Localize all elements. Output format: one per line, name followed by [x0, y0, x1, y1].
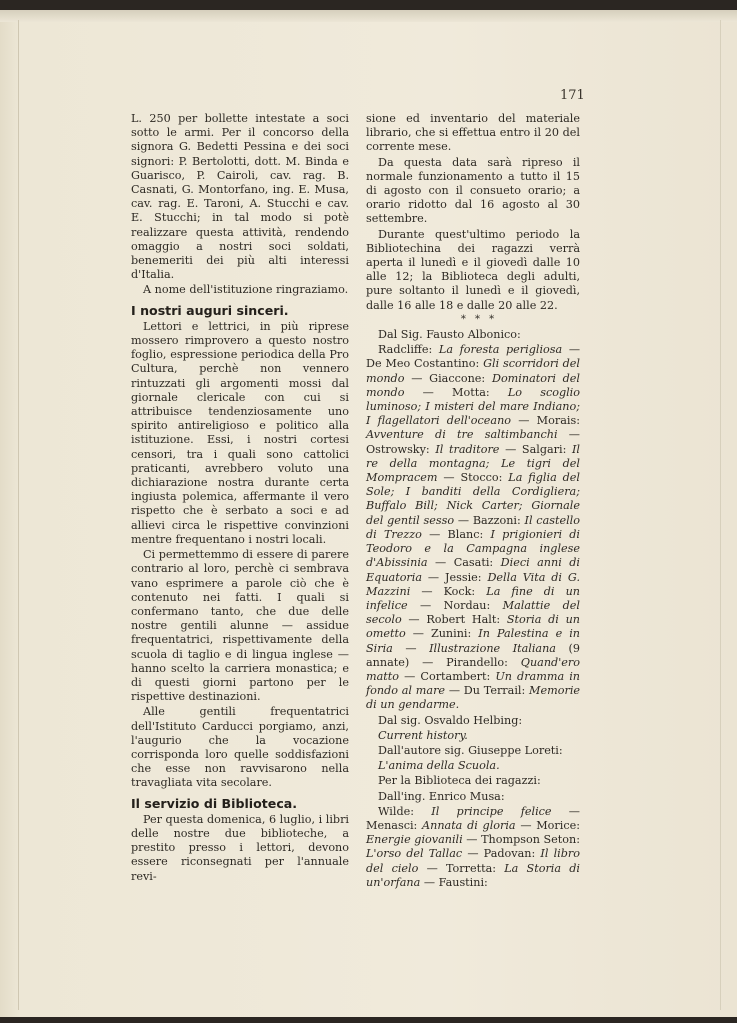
book-title: Illustrazione Italiana [429, 641, 556, 655]
section-heading: I nostri auguri sinceri. [131, 302, 289, 318]
left-column [131, 112, 349, 884]
author-name: — De Meo Costantino: [366, 343, 581, 371]
book-title: In Palestina e in Siria [366, 627, 580, 655]
book-title: Un dramma in fondo al mare [366, 669, 580, 698]
book-title: Lo scoglio luminoso; I misteri del mare Indiano; I flagellatori dell'oceano [366, 385, 580, 428]
donor-line: Dal sig. Osvaldo Helbing: [378, 713, 523, 727]
book-title: Dominatori del mondo [366, 371, 581, 399]
paragraph: Durante quest'ultimo periodo la Bibliotechina dei ragazzi verrà aperta il lunedì e il giovedì dalle 10 alle 12; la Biblioteca degli adulti, pure soltanto il lunedì e il giovedì, dalle 16 alle 18 e dalle 20 alle 22. [366, 227, 580, 312]
author-name: — Blanc: [421, 527, 491, 541]
book-title: Storia di un ometto [366, 613, 580, 641]
author-name: Radcliffe: [378, 343, 439, 357]
author-name: — Morais: [511, 414, 580, 428]
paragraph: A nome dell'istituzione ringraziamo. [143, 283, 349, 297]
paper-fold-top [0, 10, 737, 22]
donor-line: Dall'ing. Enrico Musa: [378, 789, 505, 803]
author-name: — Torretta: [418, 861, 505, 875]
author-name: — Nordau: [407, 598, 503, 612]
section-separator: * * * [460, 313, 498, 325]
paragraph: Da questa data sarà ripreso il normale funzionamento a tutto il 15 di agosto con il consueto orario; a orario ridotto dal 16 agosto al 30 settembre. [366, 155, 580, 226]
author-name: — Jessie: [422, 570, 488, 584]
author-name: — Ostrowsky: [366, 428, 580, 456]
book-title: Gli scorridori del mondo [366, 357, 580, 385]
book-title: L'anima della Scuola. [378, 759, 500, 773]
book-title: La Storia di un'orfana [366, 861, 580, 889]
author-name: — Zunini: [405, 627, 479, 641]
donation-title [366, 729, 580, 743]
section-heading: Il servizio di Biblioteca. [131, 795, 298, 811]
author-name: — Thompson Seton: [462, 833, 580, 847]
author-name: Wilde: [378, 804, 432, 818]
book-title: Il libro del cielo [366, 847, 580, 875]
author-name: — [392, 641, 430, 655]
paragraph: Alle gentili frequentatrici dell'Istituto Carducci porgiamo, anzi, l'augurio che la vocazione corrisponda loro quelle soddisfazioni che esse non ravvisarono nella travagliata vita secolare. [131, 705, 349, 790]
book-title: La figlia del Sole; I banditi della Cordigliera; Buffalo Bill; Nick Carter; Giornale del gentil sesso [366, 471, 580, 527]
paper-fold-right [720, 20, 721, 1010]
donor-line: Dall'autore sig. Giuseppe Loreti: [378, 743, 563, 757]
book-title: Energie giovanili [366, 833, 463, 847]
paragraph: Per questa domenica, 6 luglio, i libri delle nostre due biblioteche, a prestito presso i lettori, devono essere riconsegnati per l'annuale revi- [131, 812, 349, 883]
book-title: Il castello di Trezzo [366, 513, 580, 541]
paragraph: Lettori e lettrici, in più riprese mossero rimprovero a questo nostro foglio, espressione periodica della Pro Cultura, perchè non vennero rintuzzati gli argomenti mossi dal giornale clericale con cui si attribuisce tendenziosamente uno spirito antireligioso e politico alla istituzione. Essi, i nostri cortesi censori, tra i quali sono cattolici praticanti, avrebbero voluto una dichiarazione nostra durante certa ingiusta polemica, affermante il vero rispetto che è serbato a soci e ad allievi circa le rispettive convinzioni mentre frequentano i nostri locali. [131, 319, 349, 546]
paragraph: L. 250 per bollette intestate a soci sotto le armi. Per il concorso della signora G. Bedetti Pessina e dei soci signori: P. Bertolotti, dott. M. Binda e Guarisco, P. Cairoli, cav. rag. B. Casnati, G. Montorfano, ing. E. Musa, cav. rag. E. Taroni, A. Stucchi e cav. E. Stucchi; in tal modo si potè realizzare questa attività, rendendo omaggio a nostri soci soldati, benemeriti dei più alti interessi d'Italia. [131, 112, 349, 282]
author-name: — Stocco: [437, 471, 509, 485]
author-name: — Casati: [427, 556, 501, 570]
book-title: La fine di un infelice [366, 584, 580, 612]
book-title: Il traditore [435, 442, 500, 456]
book-title: Current history. [378, 728, 468, 742]
author-name: — Morice: [515, 818, 581, 832]
book-title: Il re della montagna; Le tigri del Mompracem [366, 442, 581, 485]
paper-fold-left [18, 20, 19, 1010]
book-title: L'orso del Tallac [366, 847, 463, 861]
author-name: — Menasci: [366, 804, 580, 832]
author-name: — Robert Halt: [401, 613, 507, 627]
page-number: 171 [560, 88, 585, 103]
book-title: Malattie del secolo [366, 598, 580, 627]
author-name: — Bazzoni: [454, 513, 525, 527]
donation-list [366, 805, 580, 890]
author-name: — Cortambert: [399, 669, 496, 683]
author-name: (9 annate) — Pirandello: [366, 641, 580, 669]
author-name: — Motta: [404, 385, 508, 399]
book-title: La foresta perigliosa [438, 343, 563, 357]
book-title: Il principe felice [431, 804, 552, 818]
donor-line: Per la Biblioteca dei ragazzi: [378, 774, 541, 788]
book-title: Annata di gloria [422, 818, 516, 832]
paragraph: Ci permettemmo di essere di parere contrario al loro, perchè ci sembrava vano esprimere a parole ciò che è contenuto nei fatti. I quali si confermano tanto, che due delle nostre gentili alunne — assidue frequentatrici, rispettivamente della scuola di taglio e di lingua inglese — hanno scelto la carriera monastica; e di questi giorni partono per le rispettive destinazioni. [131, 548, 349, 704]
book-title: Quand'ero matto [366, 655, 580, 683]
author-name: — Giaccone: [404, 371, 492, 385]
donation-list [366, 343, 580, 712]
donation-title [366, 759, 580, 773]
book-title: Della Vita di G. Mazzini [366, 570, 580, 598]
author-name: — Faustini: [420, 875, 488, 889]
right-column [366, 112, 580, 890]
book-title: Avventure di tre saltimbanchi [366, 428, 558, 442]
author-name: — Kock: [410, 584, 487, 598]
donor-line: Dal Sig. Fausto Albonico: [378, 328, 521, 342]
author-name: — Du Terrail: [445, 684, 530, 698]
author-name: — Salgari: [499, 442, 573, 456]
scan-top-edge [0, 0, 737, 10]
book-title: Dieci anni di Equatoria [366, 556, 580, 584]
book-title: Memorie di un gendarme. [366, 684, 581, 712]
author-name: — Padovan: [462, 847, 541, 861]
book-title: I prigionieri di Teodoro e la Campagna inglese d'Abissinia [366, 527, 580, 570]
paragraph: sione ed inventario del materiale librario, che si effettua entro il 20 del corrente mese. [366, 112, 580, 154]
scan-bottom-edge [0, 1017, 737, 1023]
